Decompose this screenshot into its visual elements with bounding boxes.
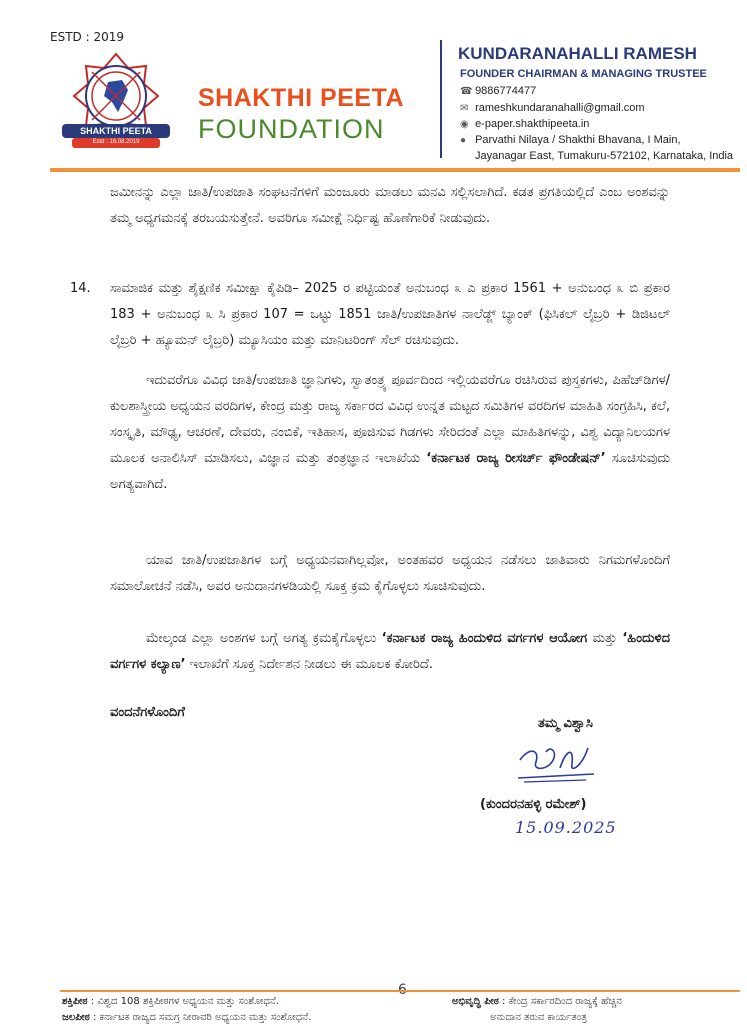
- logo-band-text: Estd : 16.08.2019: [92, 139, 140, 145]
- location-icon: ●: [460, 135, 467, 146]
- founder-name: KUNDARANAHALLI RAMESH: [458, 44, 697, 63]
- paragraph-land-request: ಜಮೀನನ್ನು ಎಲ್ಲಾ ಜಾತಿ/ಉಪಜಾತಿ ಸಂಘಟನೆಗಳಿಗೆ ಮಂಜೂರು ಮಾಡಲು ಮನವಿ ಸಲ್ಲಿಸಲಾಗಿದೆ. ಕಡತ ಪ್ರಗತಿಯಲ್ಲಿದೆ ಎಂಬ ಅಂಶವನ್ನು ತಮ್ಮ ಅಧ್ಯಗಮನಕ್ಕೆ ತರಬಯಸುತ್ತೇನೆ. ಅವರಿಗೂ ಸಮೀಕ್ಷೆ ನಿರ್ಧಿಷ್ಟ ಹೊಣೆಗಾರಿಕೆ ನೀಡುವುದು.: [110, 185, 670, 226]
- closing-greeting: ವಂದನೆಗಳೊಂದಿಗೆ: [110, 705, 185, 720]
- footer-text: : ಕರ್ನಾಟಕ ರಾಜ್ಯದ ಸಮಗ್ರ ನೀರಾವರಿ ಅಧ್ಯಯನ ಮತ್ತು ಸಂಶೋಧನೆ.: [89, 1012, 312, 1023]
- research-foundation-name: ‘ಕರ್ನಾಟಕ ರಾಜ್ಯ ರೀಸರ್ಚ್ ಫೌಂಡೇಷನ್’: [426, 451, 606, 466]
- footer-label: ಅಭಿವೃದ್ಧಿ ಪೀಠ: [452, 996, 499, 1007]
- founder-title: FOUNDER CHAIRMAN & MANAGING TRUSTEE: [460, 68, 707, 80]
- paragraph-request-end: ಇಲಾಖೆಗೆ ಸೂಕ್ತ ನಿರ್ದೇಶನ ನೀಡಲು ಈ ಮೂಲಕ ಕೋರಿದೆ.: [185, 657, 433, 672]
- established-date: ESTD : 2019: [50, 30, 124, 44]
- contact-email: [460, 102, 645, 114]
- footer-text: : ಕೇಂದ್ರ ಸರ್ಕಾರದಿಂದ ರಾಜ್ಯಕ್ಕೆ ಹೆಚ್ಚಿನ: [498, 996, 622, 1007]
- signatory-name: (ಕುಂದರನಹಳ್ಳಿ ರಮೇಶ್): [480, 797, 587, 812]
- paragraph-research-end: ಸೂಚಿಸುವುದು ಅಗತ್ಯವಾಗಿದೆ.: [110, 451, 670, 492]
- email-address: rameshkundaranahalli@gmail.com: [475, 102, 645, 114]
- shakthi-peeta-logo: [52, 52, 180, 152]
- organization-name-line1: SHAKTHI PEETA: [198, 84, 405, 112]
- address-line2: Jayanagar East, Tumakuru-572102, Karnataka, India: [475, 150, 734, 162]
- commission-name: ‘ಕರ್ನಾಟಕ ರಾಜ್ಯ ಹಿಂದುಳಿದ ವರ್ಗಗಳ ಆಯೋಗ: [381, 631, 588, 646]
- handwritten-signature: [510, 738, 600, 788]
- organization-name-line2: FOUNDATION: [198, 114, 385, 144]
- phone-number: 9886774477: [475, 85, 537, 97]
- footer-abhivruddhi: [452, 996, 622, 1007]
- paragraph-request-mid: ಮತ್ತು: [587, 631, 623, 646]
- yours-faithfully: ತಮ್ಮ ವಿಶ್ವಾಸಿ: [538, 716, 593, 731]
- paragraph-research-text: ಇದುವರೆಗೂ ವಿವಿಧ ಜಾತಿ/ಉಪಜಾತಿ ಜ್ಞಾನಿಗಳು, ಸ್ವಾತಂತ್ರ್ಯ ಪೂರ್ವದಿಂದ ಇಲ್ಲಿಯವರೆಗೂ ರಚಿಸಿರುವ ಪುಸ್ತಕಗಳು, ಪಿಹೆಚ್‌ಡಿಗಳ/ ಕುಲಶಾಸ್ತ್ರೀಯ ಅಧ್ಯಯನ ವರದಿಗಳ, ಕೇಂದ್ರ ಮತ್ತು ರಾಜ್ಯ ಸರ್ಕಾರದ ವಿವಿಧ ಉನ್ನತ ಮಟ್ಟದ ಸಮಿತಿಗಳ ವರದಿಗಳ ಮಾಹಿತಿ ಸಂಗ್ರಹಿಸಿ, ಕಲೆ, ಸಂಸ್ಕೃತಿ, ಮೌಢ್ಯ, ಆಚರಣೆ, ದೇವರು, ನಂಬಿಕೆ, ಇತಿಹಾಸ, ಪೂಜಿಸುವ ಗಿಡಗಳು ಸೇರಿದಂತೆ ಎಲ್ಲಾ ಮಾಹಿತಿಗಳನ್ನು, ವಿಶ್ವ ವಿದ್ಯಾನಿಲಯಗಳ ಮೂಲಕ ಅನಾಲಿಸಿಸ್ ಮಾಡಿಸಲು, ವಿಜ್ಞಾನ ಮತ್ತು ತಂತ್ರಜ್ಞಾನ ಇಲಾಖೆಯ: [110, 373, 670, 466]
- footer-abhivruddhi-cont: ಅನುದಾನ ತರುವ ಕಾರ್ಯತಂತ್ರ: [490, 1012, 587, 1023]
- signature-date: 15.09.2025: [515, 818, 617, 837]
- footer-text: : ವಿಶ್ವದ 108 ಶಕ್ತಿಪೀಠಗಳ ಅಧ್ಯಯನ ಮತ್ತು ಸಂಶೋಧನೆ.: [87, 996, 279, 1007]
- item-number: 14.: [70, 281, 91, 296]
- paragraph-request: [110, 626, 670, 678]
- web-icon: ◉: [460, 119, 469, 130]
- phone-icon: ☎: [460, 86, 473, 97]
- epaper-address: e-paper.shakthipeeta.in: [475, 118, 590, 130]
- footer-jalapeeta: [62, 1012, 311, 1023]
- contact-epaper: [460, 118, 589, 130]
- header-divider: [440, 40, 442, 158]
- email-icon: ✉: [460, 103, 469, 114]
- footer-label: ಶಕ್ತಿಪೀಠ: [62, 996, 88, 1007]
- footer-shakthipeeta: [62, 996, 279, 1007]
- logo-ring-text: SHAKTHI PEETA: [80, 126, 152, 136]
- department-name: ‘ಹಿಂದುಳಿದ ವರ್ಗಗಳ ಕಲ್ಯಾಣ’: [110, 631, 670, 672]
- footer-label: ಜಲಪೀಠ: [62, 1012, 90, 1023]
- paragraph-request-text: ಮೇಲ್ಕಂಡ ಎಲ್ಲಾ ಅಂಶಗಳ ಬಗ್ಗೆ ಅಗತ್ಯ ಕ್ರಮಕೈಗೊಳ್ಳಲು: [146, 631, 382, 646]
- paragraph-knowledge-bank: ಸಾಮಾಜಿಕ ಮತ್ತು ಶೈಕ್ಷಣಿಕ ಸಮೀಕ್ಷಾ ಕೈಪಿಡಿ– 2025 ರ ಪಟ್ಟಿಯಂತೆ ಅನುಬಂಧ ೩ ಎ ಪ್ರಕಾರ 1561 + ಅನುಬಂಧ ೩ ಬಿ ಪ್ರಕಾರ 183 + ಅನುಬಂಧ ೩ ಸಿ ಪ್ರಕಾರ 107 = ಒಟ್ಟು 1851 ಜಾತಿ/ಉಪಜಾತಿಗಳ ನಾಲೆಡ್ಜ್ ಬ್ಯಾಂಕ್ (ಫಿಸಿಕಲ್ ಲೈಬ್ರರಿ + ಡಿಜಿಟಲ್ ಲೈಬ್ರರಿ + ಹ್ಯೂಮನ್ ಲೈಬ್ರರಿ) ಮ್ಯೂಸಿಯಂ ಮತ್ತು ಮಾನಿಟರಿಂಗ್ ಸೆಲ್ ರಚಿಸುವುದು.: [110, 281, 670, 348]
- paragraph-study: ಯಾವ ಜಾತಿ/ಉಪಜಾತಿಗಳ ಬಗ್ಗೆ ಅಧ್ಯಯನವಾಗಿಲ್ಲವೋ, ಅಂತಹವರ ಅಧ್ಯಯನ ನಡೆಸಲು ಜಾತಿವಾರು ನಿಗಮಗಳೊಂದಿಗೆ ಸಮಾಲೋಚನೆ ನಡೆಸಿ, ಅವರ ಅನುದಾನಗಳಡಿಯಲ್ಲಿ ಸೂಕ್ತ ಕ್ರಮ ಕೈಗೊಳ್ಳಲು ಸೂಚಿಸುವುದು.: [110, 553, 670, 594]
- footer-rule: [60, 990, 740, 992]
- address-line1: Parvathi Nilaya / Shakthi Bhavana, I Main,: [475, 134, 681, 146]
- header-rule: [50, 168, 740, 172]
- contact-phone: [460, 85, 536, 97]
- contact-address: [460, 134, 681, 146]
- paragraph-research: [110, 368, 670, 498]
